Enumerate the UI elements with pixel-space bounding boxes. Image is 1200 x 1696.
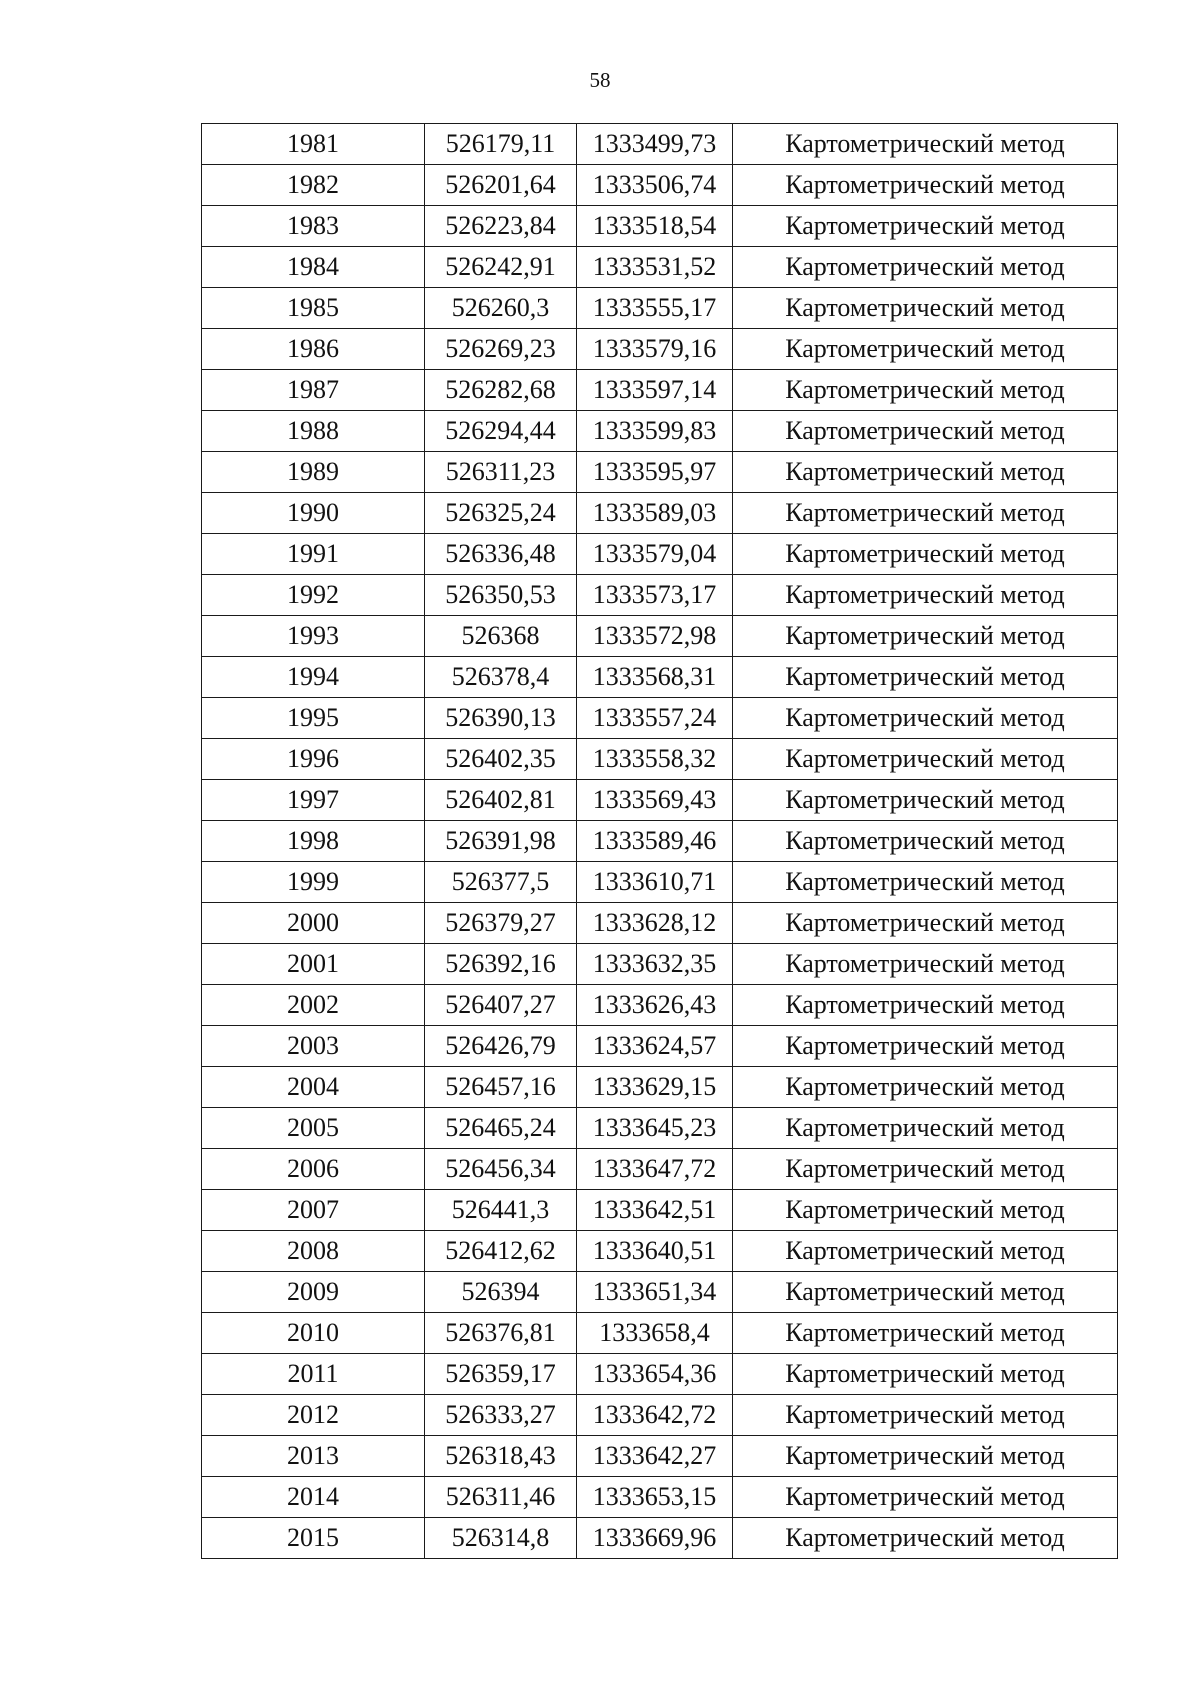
y-coordinate-cell: 1333555,17	[577, 288, 733, 329]
point-number-cell: 1987	[202, 370, 425, 411]
table-row	[202, 370, 1118, 411]
method-cell: Картометрический метод	[733, 1272, 1118, 1313]
method-cell: Картометрический метод	[733, 411, 1118, 452]
x-coordinate-cell: 526412,62	[425, 1231, 577, 1272]
table-row	[202, 1272, 1118, 1313]
x-coordinate-cell: 526314,8	[425, 1518, 577, 1559]
x-coordinate-cell: 526368	[425, 616, 577, 657]
table-row	[202, 1231, 1118, 1272]
method-cell: Картометрический метод	[733, 288, 1118, 329]
method-cell: Картометрический метод	[733, 247, 1118, 288]
x-coordinate-cell: 526402,81	[425, 780, 577, 821]
x-coordinate-cell: 526426,79	[425, 1026, 577, 1067]
point-number-cell: 2010	[202, 1313, 425, 1354]
point-number-cell: 2009	[202, 1272, 425, 1313]
method-cell: Картометрический метод	[733, 534, 1118, 575]
x-coordinate-cell: 526394	[425, 1272, 577, 1313]
y-coordinate-cell: 1333569,43	[577, 780, 733, 821]
table-row	[202, 862, 1118, 903]
method-cell: Картометрический метод	[733, 1190, 1118, 1231]
x-coordinate-cell: 526282,68	[425, 370, 577, 411]
table-row	[202, 288, 1118, 329]
y-coordinate-cell: 1333573,17	[577, 575, 733, 616]
y-coordinate-cell: 1333642,51	[577, 1190, 733, 1231]
method-cell: Картометрический метод	[733, 165, 1118, 206]
point-number-cell: 1993	[202, 616, 425, 657]
method-cell: Картометрический метод	[733, 985, 1118, 1026]
x-coordinate-cell: 526179,11	[425, 124, 577, 165]
method-cell: Картометрический метод	[733, 1354, 1118, 1395]
x-coordinate-cell: 526333,27	[425, 1395, 577, 1436]
method-cell: Картометрический метод	[733, 329, 1118, 370]
x-coordinate-cell: 526223,84	[425, 206, 577, 247]
table-row	[202, 657, 1118, 698]
table-row	[202, 1518, 1118, 1559]
x-coordinate-cell: 526376,81	[425, 1313, 577, 1354]
point-number-cell: 1981	[202, 124, 425, 165]
table-row	[202, 985, 1118, 1026]
x-coordinate-cell: 526260,3	[425, 288, 577, 329]
x-coordinate-cell: 526391,98	[425, 821, 577, 862]
table-row	[202, 739, 1118, 780]
table-row	[202, 206, 1118, 247]
y-coordinate-cell: 1333624,57	[577, 1026, 733, 1067]
x-coordinate-cell: 526390,13	[425, 698, 577, 739]
table-row	[202, 1190, 1118, 1231]
table-row	[202, 165, 1118, 206]
point-number-cell: 2004	[202, 1067, 425, 1108]
y-coordinate-cell: 1333499,73	[577, 124, 733, 165]
method-cell: Картометрический метод	[733, 698, 1118, 739]
x-coordinate-cell: 526392,16	[425, 944, 577, 985]
table-row	[202, 1354, 1118, 1395]
table-row	[202, 1313, 1118, 1354]
method-cell: Картометрический метод	[733, 1477, 1118, 1518]
table-row	[202, 1067, 1118, 1108]
table-row	[202, 780, 1118, 821]
point-number-cell: 2006	[202, 1149, 425, 1190]
y-coordinate-cell: 1333626,43	[577, 985, 733, 1026]
y-coordinate-cell: 1333531,52	[577, 247, 733, 288]
table-row	[202, 698, 1118, 739]
point-number-cell: 2015	[202, 1518, 425, 1559]
method-cell: Картометрический метод	[733, 575, 1118, 616]
point-number-cell: 1983	[202, 206, 425, 247]
table-row	[202, 1108, 1118, 1149]
method-cell: Картометрический метод	[733, 206, 1118, 247]
method-cell: Картометрический метод	[733, 1067, 1118, 1108]
x-coordinate-cell: 526201,64	[425, 165, 577, 206]
y-coordinate-cell: 1333642,72	[577, 1395, 733, 1436]
x-coordinate-cell: 526402,35	[425, 739, 577, 780]
page-number: 58	[589, 68, 611, 92]
y-coordinate-cell: 1333506,74	[577, 165, 733, 206]
y-coordinate-cell: 1333518,54	[577, 206, 733, 247]
method-cell: Картометрический метод	[733, 944, 1118, 985]
point-number-cell: 2011	[202, 1354, 425, 1395]
y-coordinate-cell: 1333632,35	[577, 944, 733, 985]
x-coordinate-cell: 526457,16	[425, 1067, 577, 1108]
table-row	[202, 493, 1118, 534]
method-cell: Картометрический метод	[733, 780, 1118, 821]
x-coordinate-cell: 526407,27	[425, 985, 577, 1026]
x-coordinate-cell: 526359,17	[425, 1354, 577, 1395]
point-number-cell: 1999	[202, 862, 425, 903]
y-coordinate-cell: 1333579,16	[577, 329, 733, 370]
y-coordinate-cell: 1333568,31	[577, 657, 733, 698]
point-number-cell: 2003	[202, 1026, 425, 1067]
y-coordinate-cell: 1333572,98	[577, 616, 733, 657]
y-coordinate-cell: 1333599,83	[577, 411, 733, 452]
table-row	[202, 411, 1118, 452]
method-cell: Картометрический метод	[733, 616, 1118, 657]
x-coordinate-cell: 526242,91	[425, 247, 577, 288]
y-coordinate-cell: 1333595,97	[577, 452, 733, 493]
point-number-cell: 2002	[202, 985, 425, 1026]
y-coordinate-cell: 1333597,14	[577, 370, 733, 411]
method-cell: Картометрический метод	[733, 124, 1118, 165]
method-cell: Картометрический метод	[733, 370, 1118, 411]
coordinates-table	[201, 123, 1118, 1559]
y-coordinate-cell: 1333628,12	[577, 903, 733, 944]
point-number-cell: 1991	[202, 534, 425, 575]
x-coordinate-cell: 526441,3	[425, 1190, 577, 1231]
table-row	[202, 616, 1118, 657]
x-coordinate-cell: 526294,44	[425, 411, 577, 452]
y-coordinate-cell: 1333589,03	[577, 493, 733, 534]
table-row	[202, 247, 1118, 288]
point-number-cell: 2001	[202, 944, 425, 985]
point-number-cell: 2012	[202, 1395, 425, 1436]
method-cell: Картометрический метод	[733, 821, 1118, 862]
point-number-cell: 1996	[202, 739, 425, 780]
table-row	[202, 534, 1118, 575]
table-row	[202, 329, 1118, 370]
point-number-cell: 1998	[202, 821, 425, 862]
y-coordinate-cell: 1333589,46	[577, 821, 733, 862]
table-row	[202, 1149, 1118, 1190]
y-coordinate-cell: 1333651,34	[577, 1272, 733, 1313]
method-cell: Картометрический метод	[733, 1518, 1118, 1559]
x-coordinate-cell: 526379,27	[425, 903, 577, 944]
method-cell: Картометрический метод	[733, 1231, 1118, 1272]
point-number-cell: 1994	[202, 657, 425, 698]
point-number-cell: 2013	[202, 1436, 425, 1477]
method-cell: Картометрический метод	[733, 1026, 1118, 1067]
y-coordinate-cell: 1333669,96	[577, 1518, 733, 1559]
method-cell: Картометрический метод	[733, 452, 1118, 493]
y-coordinate-cell: 1333557,24	[577, 698, 733, 739]
y-coordinate-cell: 1333645,23	[577, 1108, 733, 1149]
method-cell: Картометрический метод	[733, 739, 1118, 780]
x-coordinate-cell: 526378,4	[425, 657, 577, 698]
x-coordinate-cell: 526336,48	[425, 534, 577, 575]
method-cell: Картометрический метод	[733, 1313, 1118, 1354]
x-coordinate-cell: 526311,23	[425, 452, 577, 493]
method-cell: Картометрический метод	[733, 903, 1118, 944]
point-number-cell: 1984	[202, 247, 425, 288]
point-number-cell: 2005	[202, 1108, 425, 1149]
method-cell: Картометрический метод	[733, 493, 1118, 534]
y-coordinate-cell: 1333640,51	[577, 1231, 733, 1272]
y-coordinate-cell: 1333658,4	[577, 1313, 733, 1354]
coordinates-table-body	[202, 124, 1118, 1559]
y-coordinate-cell: 1333647,72	[577, 1149, 733, 1190]
point-number-cell: 1982	[202, 165, 425, 206]
x-coordinate-cell: 526318,43	[425, 1436, 577, 1477]
method-cell: Картометрический метод	[733, 862, 1118, 903]
point-number-cell: 1997	[202, 780, 425, 821]
table-row	[202, 1026, 1118, 1067]
method-cell: Картометрический метод	[733, 1395, 1118, 1436]
point-number-cell: 1986	[202, 329, 425, 370]
method-cell: Картометрический метод	[733, 1149, 1118, 1190]
point-number-cell: 2014	[202, 1477, 425, 1518]
y-coordinate-cell: 1333642,27	[577, 1436, 733, 1477]
point-number-cell: 1995	[202, 698, 425, 739]
point-number-cell: 1989	[202, 452, 425, 493]
point-number-cell: 1985	[202, 288, 425, 329]
table-row	[202, 1436, 1118, 1477]
point-number-cell: 1988	[202, 411, 425, 452]
x-coordinate-cell: 526350,53	[425, 575, 577, 616]
table-row	[202, 1395, 1118, 1436]
point-number-cell: 2000	[202, 903, 425, 944]
table-row	[202, 903, 1118, 944]
x-coordinate-cell: 526456,34	[425, 1149, 577, 1190]
method-cell: Картометрический метод	[733, 1436, 1118, 1477]
table-row	[202, 575, 1118, 616]
x-coordinate-cell: 526269,23	[425, 329, 577, 370]
y-coordinate-cell: 1333610,71	[577, 862, 733, 903]
x-coordinate-cell: 526311,46	[425, 1477, 577, 1518]
y-coordinate-cell: 1333579,04	[577, 534, 733, 575]
y-coordinate-cell: 1333653,15	[577, 1477, 733, 1518]
table-row	[202, 821, 1118, 862]
table-row	[202, 1477, 1118, 1518]
table-row	[202, 124, 1118, 165]
point-number-cell: 1992	[202, 575, 425, 616]
y-coordinate-cell: 1333558,32	[577, 739, 733, 780]
table-row	[202, 452, 1118, 493]
table-row	[202, 944, 1118, 985]
point-number-cell: 1990	[202, 493, 425, 534]
y-coordinate-cell: 1333629,15	[577, 1067, 733, 1108]
method-cell: Картометрический метод	[733, 1108, 1118, 1149]
x-coordinate-cell: 526377,5	[425, 862, 577, 903]
method-cell: Картометрический метод	[733, 657, 1118, 698]
y-coordinate-cell: 1333654,36	[577, 1354, 733, 1395]
point-number-cell: 2007	[202, 1190, 425, 1231]
x-coordinate-cell: 526325,24	[425, 493, 577, 534]
x-coordinate-cell: 526465,24	[425, 1108, 577, 1149]
point-number-cell: 2008	[202, 1231, 425, 1272]
